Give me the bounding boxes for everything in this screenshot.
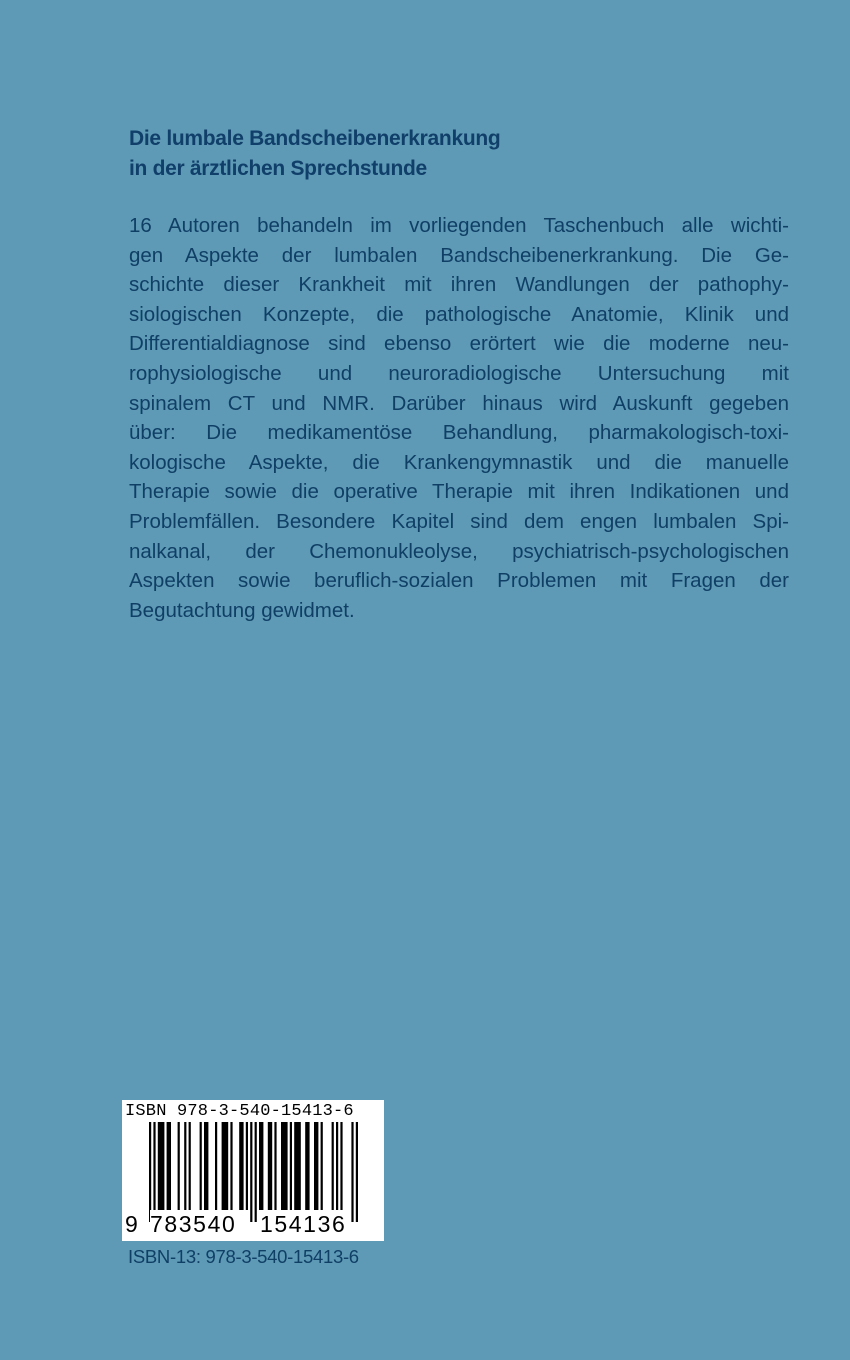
barcode-bar xyxy=(274,1122,276,1210)
barcode-right-digits: 154136 xyxy=(260,1211,347,1237)
barcode-bar xyxy=(305,1122,309,1210)
barcode-bar xyxy=(259,1122,263,1210)
barcode-bar xyxy=(222,1122,229,1210)
blurb-line: nalkanal, der Chemonukleolyse, psychiatrisch-psychologischen xyxy=(129,539,789,563)
isbn13-label: ISBN-13: 978-3-540-15413-6 xyxy=(128,1246,359,1267)
barcode-bar xyxy=(336,1122,338,1210)
barcode-bars xyxy=(122,1122,384,1224)
barcode-bar xyxy=(332,1122,334,1210)
blurb-line: Differentialdiagnose sind ebenso erörtert wie die moderne neu- xyxy=(129,332,789,356)
barcode-guard-bar xyxy=(250,1122,252,1222)
barcode-bar xyxy=(246,1122,248,1210)
blurb-line: kologische Aspekte, die Krankengymnastik und die manuelle xyxy=(129,450,789,474)
blurb-line: spinalem CT und NMR. Darüber hinaus wird Auskunft gegeben xyxy=(129,391,789,415)
barcode-bar xyxy=(281,1122,288,1210)
blurb-line: 16 Autoren behandeln im vorliegenden Taschenbuch alle wichti- xyxy=(129,214,789,237)
barcode-bar xyxy=(340,1122,342,1210)
blurb-line: rophysiologische und neuroradiologische Untersuchung mit xyxy=(129,361,789,385)
blurb-line: gen Aspekte der lumbalen Bandscheibenerkrankung. Die Ge- xyxy=(129,243,789,267)
book-heading xyxy=(129,124,769,184)
barcode-bar xyxy=(294,1122,301,1210)
barcode-bar xyxy=(268,1122,272,1210)
blurb-line: Begutachtung gewidmet. xyxy=(129,598,355,622)
barcode-bar xyxy=(189,1122,191,1210)
barcode-bar xyxy=(158,1122,165,1210)
barcode-guard-bar xyxy=(356,1122,358,1222)
barcode-digits xyxy=(122,1210,384,1240)
barcode-bar xyxy=(314,1122,318,1210)
barcode-bar xyxy=(167,1122,171,1210)
barcode-guard-bar xyxy=(149,1122,151,1222)
barcode-bar xyxy=(200,1122,202,1210)
blurb-line: über: Die medikamentöse Behandlung, pharmakologisch-toxi- xyxy=(129,421,789,445)
barcode-bar xyxy=(230,1122,232,1210)
heading-line: Die lumbale Bandscheibenerkrankung xyxy=(129,127,501,150)
barcode-guard-bar xyxy=(153,1122,155,1222)
blurb-line: Aspekten sowie beruflich-sozialen Problemen mit Fragen der xyxy=(129,569,789,593)
barcode-bar xyxy=(321,1122,323,1210)
barcode-bar xyxy=(239,1122,243,1210)
barcode-bar xyxy=(184,1122,186,1210)
blurb-text xyxy=(129,211,789,625)
barcode-bar xyxy=(215,1122,217,1210)
barcode-bar xyxy=(290,1122,292,1210)
barcode-guard-bar xyxy=(255,1122,257,1222)
blurb-line: Problemfällen. Besondere Kapitel sind dem engen lumbalen Spi- xyxy=(129,509,789,533)
barcode-isbn-label: ISBN 978-3-540-15413-6 xyxy=(125,1102,354,1121)
barcode-lead-digit: 9 xyxy=(125,1211,138,1237)
blurb-line: schichte dieser Krankheit mit ihren Wandlungen der pathophy- xyxy=(129,273,789,297)
barcode xyxy=(122,1100,384,1241)
blurb-line: siologischen Konzepte, die pathologische Anatomie, Klinik und xyxy=(129,302,789,326)
barcode-guard-bar xyxy=(351,1122,353,1222)
barcode-bar xyxy=(178,1122,180,1210)
heading-line: in der ärztlichen Sprechstunde xyxy=(129,157,427,180)
barcode-left-digits: 783540 xyxy=(150,1211,237,1237)
blurb-line: Therapie sowie die operative Therapie mit ihren Indikationen und xyxy=(129,480,789,504)
barcode-bar xyxy=(204,1122,208,1210)
